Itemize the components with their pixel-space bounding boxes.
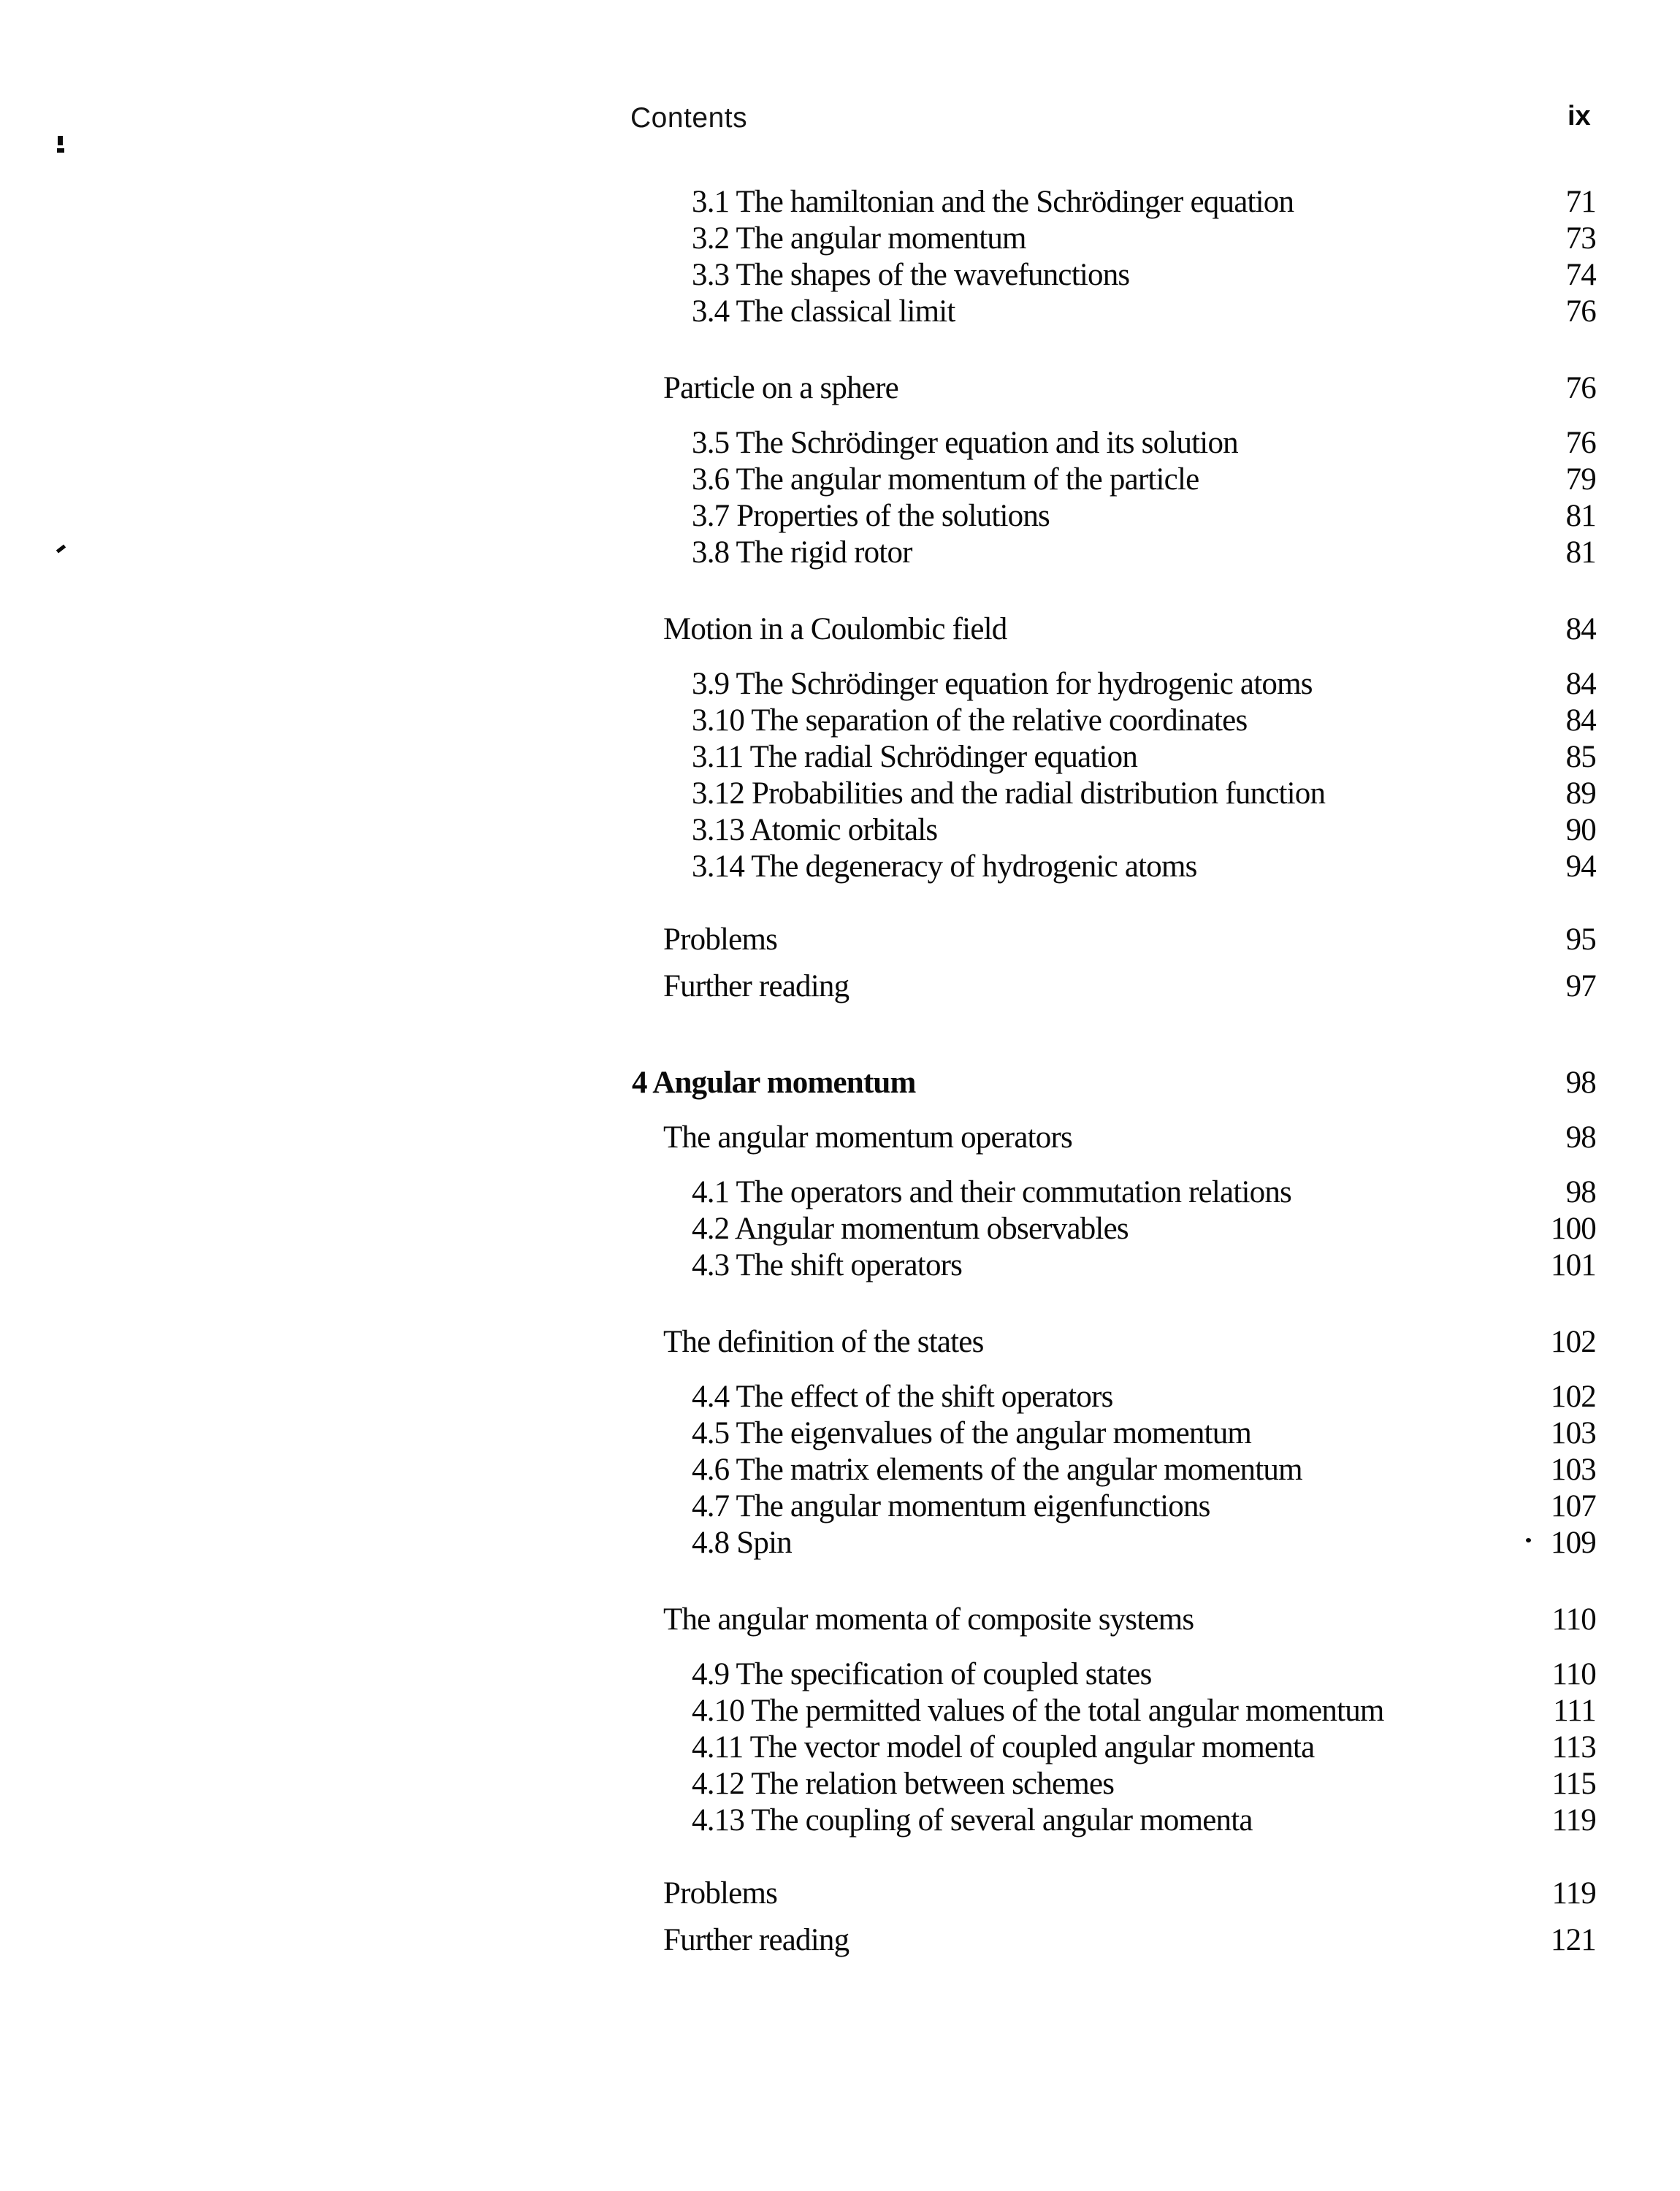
toc-entry-label: 4.7 The angular momentum eigenfunctions (692, 1489, 1210, 1523)
toc-row (632, 1802, 1596, 1839)
toc-plain-label: Further reading (663, 969, 849, 1003)
toc-row (632, 611, 1596, 648)
scan-dot-artifact (1526, 1538, 1531, 1542)
toc-row (632, 1452, 1596, 1488)
toc-row (632, 812, 1596, 849)
toc-entry-label: 4.12 The relation between schemes (692, 1767, 1115, 1801)
toc-section-label: The definition of the states (663, 1325, 984, 1359)
toc-row (632, 1415, 1596, 1452)
toc-row (632, 370, 1596, 407)
toc-page-number: 98 (1565, 1066, 1596, 1100)
toc-entry-label: 3.3 The shapes of the wavefunctions (692, 258, 1130, 292)
toc-page-number: 102 (1550, 1325, 1596, 1359)
toc-row (632, 849, 1596, 885)
toc-page-number: 107 (1550, 1489, 1596, 1523)
scan-speckle-artifact (57, 148, 64, 153)
toc-page-number: 76 (1565, 371, 1596, 405)
toc-row (632, 1525, 1596, 1561)
toc-page-number: 115 (1551, 1767, 1596, 1801)
toc-page-number: 103 (1550, 1453, 1596, 1487)
toc-entry-label: 4.11 The vector model of coupled angular momenta (692, 1730, 1315, 1764)
toc-page-number: 101 (1550, 1248, 1596, 1282)
toc-page-number: 76 (1565, 294, 1596, 329)
toc-row (632, 462, 1596, 498)
toc-entry-label: 3.12 Probabilities and the radial distribution function (692, 776, 1326, 811)
toc-section-label: The angular momentum operators (663, 1120, 1072, 1155)
toc-page-number: 90 (1565, 813, 1596, 847)
toc-page-number: 109 (1550, 1526, 1596, 1560)
toc-row (632, 535, 1596, 571)
toc-chapter-label: 4 Angular momentum (632, 1066, 916, 1100)
toc-page-number: 113 (1551, 1730, 1596, 1764)
toc-page-number: 98 (1565, 1175, 1596, 1209)
toc-entry-label: 3.5 The Schrödinger equation and its solution (692, 426, 1238, 460)
toc-page-number: 95 (1565, 922, 1596, 957)
toc-entry-label: 4.6 The matrix elements of the angular momentum (692, 1453, 1302, 1487)
toc-entry-label: 4.3 The shift operators (692, 1248, 963, 1282)
toc-row (632, 1065, 1596, 1101)
toc-entry-label: 3.10 The separation of the relative coordinates (692, 703, 1248, 738)
toc-row (632, 1174, 1596, 1211)
toc-page-number: 81 (1565, 499, 1596, 533)
toc-entry-label: 3.7 Properties of the solutions (692, 499, 1050, 533)
toc-page-number: 84 (1565, 612, 1596, 646)
toc-entry-label: 4.10 The permitted values of the total angular momentum (692, 1694, 1384, 1728)
toc-page-number: 76 (1565, 426, 1596, 460)
toc-section-label: The angular momenta of composite systems (663, 1602, 1194, 1637)
toc-entry-label: 4.1 The operators and their commutation relations (692, 1175, 1291, 1209)
toc-entry-label: 3.9 The Schrödinger equation for hydrogenic atoms (692, 667, 1313, 701)
toc-entry-label: 4.9 The specification of coupled states (692, 1657, 1152, 1691)
toc-page-number: 119 (1551, 1803, 1596, 1838)
toc-row (632, 294, 1596, 330)
toc-page-number: 84 (1565, 703, 1596, 738)
toc-row (632, 1922, 1596, 1959)
toc-entry-label: 3.2 The angular momentum (692, 221, 1026, 256)
toc-page-number: 98 (1565, 1120, 1596, 1155)
toc-row (632, 1693, 1596, 1729)
toc-row (632, 1602, 1596, 1638)
toc-page-number: 102 (1550, 1380, 1596, 1414)
toc-row (632, 703, 1596, 739)
toc-row (632, 922, 1596, 958)
toc-section-label: Motion in a Coulombic field (663, 612, 1007, 646)
toc-section-label: Particle on a sphere (663, 371, 898, 405)
toc-plain-label: Problems (663, 1876, 778, 1911)
toc-row (632, 1211, 1596, 1247)
toc-entry-label: 3.8 The rigid rotor (692, 535, 912, 570)
table-of-contents (632, 184, 1596, 1959)
toc-row (632, 425, 1596, 462)
toc-entry-label: 3.14 The degeneracy of hydrogenic atoms (692, 849, 1197, 884)
toc-entry-label: 4.4 The effect of the shift operators (692, 1380, 1113, 1414)
toc-row (632, 776, 1596, 812)
toc-page-number: 97 (1565, 969, 1596, 1003)
toc-row (632, 1247, 1596, 1284)
toc-row (632, 221, 1596, 257)
page-number: ix (1568, 101, 1591, 131)
toc-entry-label: 3.1 The hamiltonian and the Schrödinger equation (692, 185, 1294, 219)
toc-row (632, 1324, 1596, 1361)
toc-plain-label: Further reading (663, 1923, 849, 1957)
toc-row (632, 257, 1596, 294)
running-title: Contents (630, 102, 748, 134)
toc-page-number: 94 (1565, 849, 1596, 884)
toc-entry-label: 4.8 Spin (692, 1526, 792, 1560)
scan-speckle-artifact (58, 136, 63, 145)
toc-entry-label: 3.6 The angular momentum of the particle (692, 462, 1199, 497)
toc-page-number: 79 (1565, 462, 1596, 497)
toc-entry-label: 4.2 Angular momentum observables (692, 1212, 1129, 1246)
toc-page-number: 100 (1550, 1212, 1596, 1246)
toc-page-number: 111 (1553, 1694, 1596, 1728)
toc-row (632, 1120, 1596, 1156)
toc-page-number: 121 (1550, 1923, 1596, 1957)
toc-row (632, 1729, 1596, 1766)
toc-page-number: 74 (1565, 258, 1596, 292)
toc-row (632, 498, 1596, 535)
toc-page-number: 119 (1551, 1876, 1596, 1911)
toc-row (632, 1379, 1596, 1415)
toc-row (632, 1766, 1596, 1802)
toc-page-number: 110 (1551, 1602, 1596, 1637)
toc-row (632, 1875, 1596, 1912)
toc-entry-label: 3.11 The radial Schrödinger equation (692, 740, 1138, 774)
toc-plain-label: Problems (663, 922, 778, 957)
toc-entry-label: 4.13 The coupling of several angular momenta (692, 1803, 1253, 1838)
toc-page-number: 73 (1565, 221, 1596, 256)
toc-row (632, 739, 1596, 776)
toc-page-number: 84 (1565, 667, 1596, 701)
toc-row (632, 1488, 1596, 1525)
toc-page-number: 85 (1565, 740, 1596, 774)
scan-speckle-artifact (56, 545, 66, 554)
toc-page-number: 81 (1565, 535, 1596, 570)
toc-row (632, 1656, 1596, 1693)
toc-row (632, 184, 1596, 221)
toc-page-number: 89 (1565, 776, 1596, 811)
toc-page-number: 110 (1551, 1657, 1596, 1691)
toc-row (632, 666, 1596, 703)
toc-row (632, 968, 1596, 1005)
toc-page-number: 71 (1565, 185, 1596, 219)
toc-entry-label: 3.4 The classical limit (692, 294, 955, 329)
toc-entry-label: 4.5 The eigenvalues of the angular momentum (692, 1416, 1252, 1450)
toc-page-number: 103 (1550, 1416, 1596, 1450)
toc-entry-label: 3.13 Atomic orbitals (692, 813, 938, 847)
